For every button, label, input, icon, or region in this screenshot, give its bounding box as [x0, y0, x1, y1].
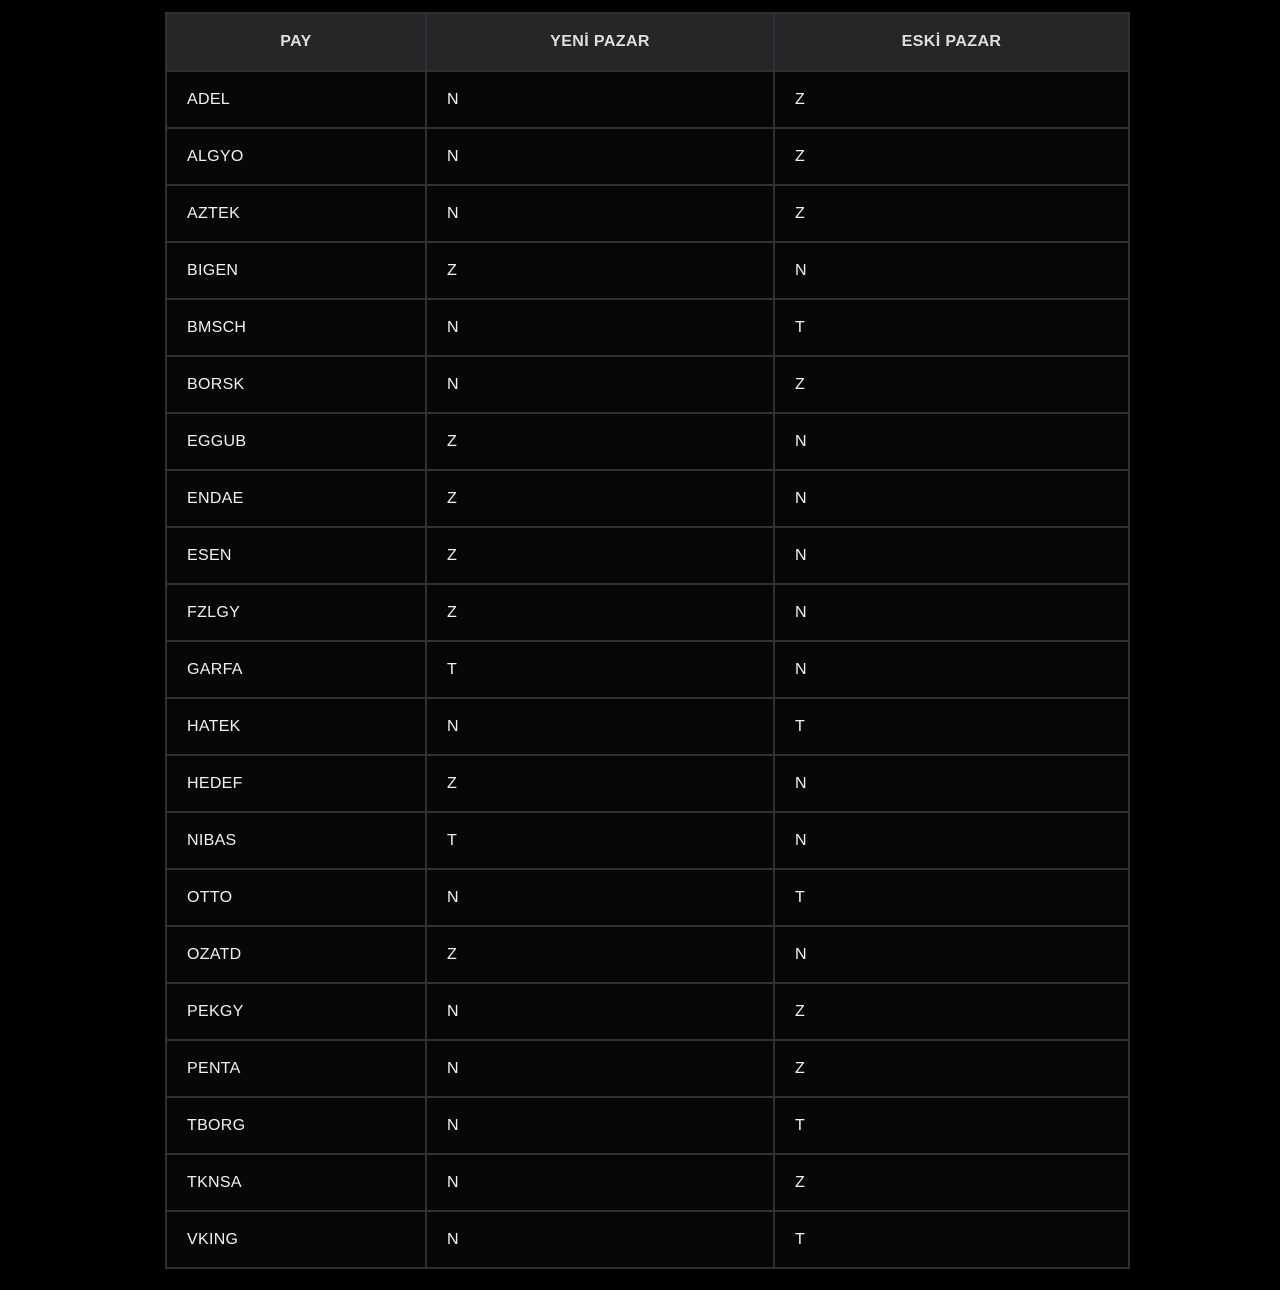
- yeni-pazar-cell: N: [426, 1211, 774, 1268]
- eski-pazar-cell: N: [774, 584, 1129, 641]
- table-row: [166, 1097, 1129, 1154]
- yeni-pazar-cell: N: [426, 71, 774, 128]
- yeni-pazar-cell: N: [426, 185, 774, 242]
- eski-pazar-cell: N: [774, 641, 1129, 698]
- yeni-pazar-cell: Z: [426, 584, 774, 641]
- pay-cell: TKNSA: [166, 1154, 426, 1211]
- eski-pazar-cell: Z: [774, 1154, 1129, 1211]
- eski-pazar-cell: Z: [774, 71, 1129, 128]
- eski-pazar-cell: N: [774, 812, 1129, 869]
- yeni-pazar-cell: T: [426, 641, 774, 698]
- table-row: [166, 71, 1129, 128]
- table-row: [166, 584, 1129, 641]
- yeni-pazar-cell: N: [426, 1097, 774, 1154]
- yeni-pazar-cell: Z: [426, 413, 774, 470]
- pay-cell: PEKGY: [166, 983, 426, 1040]
- eski-pazar-cell: N: [774, 755, 1129, 812]
- table-row: [166, 185, 1129, 242]
- table-row: [166, 926, 1129, 983]
- table-row: [166, 755, 1129, 812]
- pay-cell: OZATD: [166, 926, 426, 983]
- eski-pazar-cell: Z: [774, 1040, 1129, 1097]
- table-row: [166, 242, 1129, 299]
- column-header-pay: PAY: [166, 13, 426, 71]
- table-row: [166, 413, 1129, 470]
- table-row: [166, 128, 1129, 185]
- pay-cell: ESEN: [166, 527, 426, 584]
- yeni-pazar-cell: Z: [426, 470, 774, 527]
- table-row: [166, 698, 1129, 755]
- yeni-pazar-cell: N: [426, 698, 774, 755]
- eski-pazar-cell: N: [774, 470, 1129, 527]
- eski-pazar-cell: T: [774, 299, 1129, 356]
- pay-cell: BMSCH: [166, 299, 426, 356]
- eski-pazar-cell: Z: [774, 185, 1129, 242]
- pay-cell: TBORG: [166, 1097, 426, 1154]
- pay-cell: HATEK: [166, 698, 426, 755]
- yeni-pazar-cell: N: [426, 128, 774, 185]
- yeni-pazar-cell: Z: [426, 242, 774, 299]
- pay-cell: BORSK: [166, 356, 426, 413]
- table-body: [166, 71, 1129, 1268]
- table-row: [166, 470, 1129, 527]
- table-row: [166, 983, 1129, 1040]
- eski-pazar-cell: N: [774, 242, 1129, 299]
- eski-pazar-cell: N: [774, 926, 1129, 983]
- table-row: [166, 1211, 1129, 1268]
- eski-pazar-cell: T: [774, 1211, 1129, 1268]
- yeni-pazar-cell: N: [426, 1154, 774, 1211]
- table-row: [166, 527, 1129, 584]
- yeni-pazar-cell: N: [426, 356, 774, 413]
- pay-cell: EGGUB: [166, 413, 426, 470]
- eski-pazar-cell: N: [774, 413, 1129, 470]
- pay-cell: GARFA: [166, 641, 426, 698]
- pay-cell: FZLGY: [166, 584, 426, 641]
- yeni-pazar-cell: N: [426, 1040, 774, 1097]
- pay-cell: OTTO: [166, 869, 426, 926]
- eski-pazar-cell: T: [774, 698, 1129, 755]
- pay-cell: ENDAE: [166, 470, 426, 527]
- market-change-table: [165, 12, 1130, 1269]
- pay-cell: AZTEK: [166, 185, 426, 242]
- table-row: [166, 1040, 1129, 1097]
- pay-cell: ALGYO: [166, 128, 426, 185]
- pay-cell: NIBAS: [166, 812, 426, 869]
- table-row: [166, 812, 1129, 869]
- market-table-container: [165, 12, 1130, 1269]
- eski-pazar-cell: T: [774, 1097, 1129, 1154]
- table-row: [166, 299, 1129, 356]
- column-header-eski-pazar: ESKİ PAZAR: [774, 13, 1129, 71]
- yeni-pazar-cell: Z: [426, 755, 774, 812]
- pay-cell: HEDEF: [166, 755, 426, 812]
- pay-cell: ADEL: [166, 71, 426, 128]
- table-row: [166, 1154, 1129, 1211]
- eski-pazar-cell: N: [774, 527, 1129, 584]
- pay-cell: BIGEN: [166, 242, 426, 299]
- table-row: [166, 356, 1129, 413]
- yeni-pazar-cell: N: [426, 869, 774, 926]
- yeni-pazar-cell: T: [426, 812, 774, 869]
- eski-pazar-cell: Z: [774, 983, 1129, 1040]
- pay-cell: VKING: [166, 1211, 426, 1268]
- table-row: [166, 641, 1129, 698]
- header-row: [166, 13, 1129, 71]
- yeni-pazar-cell: N: [426, 299, 774, 356]
- column-header-yeni-pazar: YENİ PAZAR: [426, 13, 774, 71]
- eski-pazar-cell: Z: [774, 128, 1129, 185]
- yeni-pazar-cell: N: [426, 983, 774, 1040]
- yeni-pazar-cell: Z: [426, 527, 774, 584]
- eski-pazar-cell: T: [774, 869, 1129, 926]
- table-row: [166, 869, 1129, 926]
- pay-cell: PENTA: [166, 1040, 426, 1097]
- eski-pazar-cell: Z: [774, 356, 1129, 413]
- yeni-pazar-cell: Z: [426, 926, 774, 983]
